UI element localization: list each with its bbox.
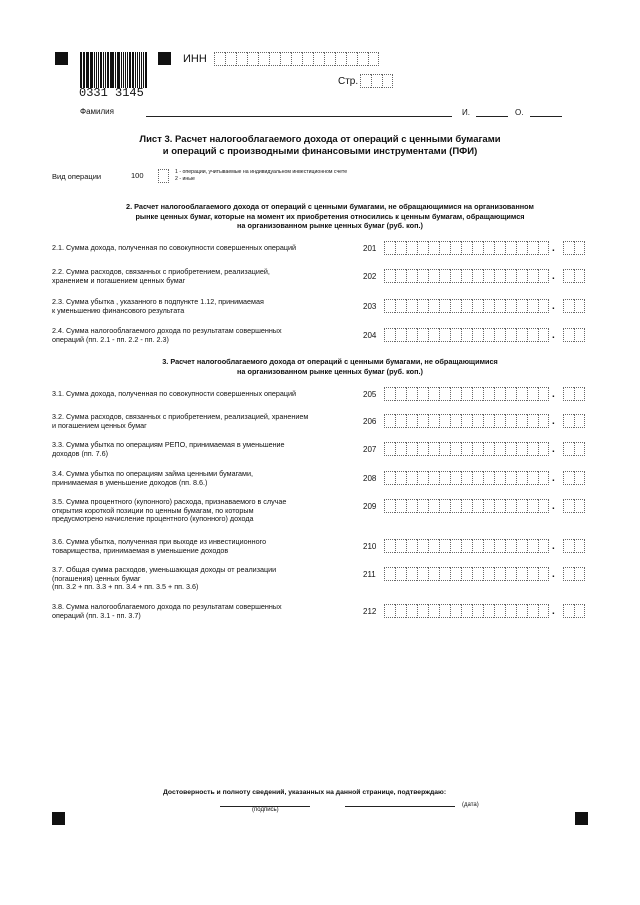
row-label-212: 3.8. Сумма налогооблагаемого дохода по результатам совершенных операций (пп. 3.1 - пп. 3.7) [52, 602, 282, 620]
row-label-204: 2.4. Сумма налогооблагаемого дохода по результатам совершенных операций (пп. 2.1 - пп. 2.2 - пп. 2.3) [52, 326, 282, 344]
row-label-203: 2.3. Сумма убытка , указанного в подпункте 1.12, принимаемая к уменьшению финансового результата [52, 297, 264, 315]
decimal-point: . [552, 606, 555, 617]
surname-label: Фамилия [80, 107, 114, 116]
amount-field-206[interactable] [384, 414, 549, 428]
surname-field[interactable] [146, 116, 452, 117]
amount-field-211[interactable] [384, 567, 549, 581]
row-code-211: 211 [363, 570, 376, 579]
decimal-point: . [552, 416, 555, 427]
row-label-205: 3.1. Сумма дохода, полученная по совокупности совершенных операций [52, 389, 297, 398]
row-code-206: 206 [363, 417, 377, 426]
barcode-number: 0331 3145 [79, 86, 144, 100]
initial-i-label: И. [462, 108, 470, 117]
amount-field-209[interactable] [384, 499, 549, 513]
kopeck-field-207[interactable] [563, 442, 585, 456]
row-label-208: 3.4. Сумма убытка по операциям займа ценными бумагами, принимаемая в уменьшение доходов (пп. 8.6.) [52, 469, 254, 487]
inn-label: ИНН [183, 53, 207, 65]
row-label-209: 3.5. Сумма процентного (купонного) расхода, признаваемого в случае открытия короткой позиции по ценным бумагам, по которым предусмотрено начисление процентного (купонного) дохода [52, 497, 287, 524]
corner-marker-bottom-right [575, 812, 588, 825]
row-label-207: 3.3. Сумма убытка по операциям РЕПО, принимаемая в уменьшение доходов (пп. 7.6) [52, 440, 285, 458]
amount-field-210[interactable] [384, 539, 549, 553]
corner-marker-top-left [55, 52, 68, 65]
inn-field[interactable] [214, 52, 379, 66]
amount-field-205[interactable] [384, 387, 549, 401]
row-code-203: 203 [363, 302, 377, 311]
corner-marker-bottom-left [52, 812, 65, 825]
decimal-point: . [552, 389, 555, 400]
decimal-point: . [552, 473, 555, 484]
amount-field-204[interactable] [384, 328, 549, 342]
row-label-201: 2.1. Сумма дохода, полученная по совокупности совершенных операций [52, 243, 297, 252]
kopeck-field-211[interactable] [563, 567, 585, 581]
decimal-point: . [552, 271, 555, 282]
section2-title: 2. Расчет налогооблагаемого дохода от операций с ценными бумагами, не обращающимися на организованном рынке ценных бумаг, которые на момент их приобретения относились к ценным бумагам, обращающимся на организованном рынке ценных бумаг (руб. коп.) [126, 202, 534, 230]
corner-marker-top-right [158, 52, 171, 65]
row-code-210: 210 [363, 542, 377, 551]
kopeck-field-201[interactable] [563, 241, 585, 255]
section3-title: 3. Расчет налогооблагаемого дохода от операций с ценными бумагами, не обращающимися на организованном рынке ценных бумаг (руб. коп.) [162, 357, 498, 376]
decimal-point: . [552, 330, 555, 341]
initial-o-label: О. [515, 108, 524, 117]
operation-option-2: 2 - иные [175, 176, 195, 182]
kopeck-field-204[interactable] [563, 328, 585, 342]
row-label-206: 3.2. Сумма расходов, связанных с приобретением, реализацией, хранением и погашением ценных бумаг [52, 412, 309, 430]
decimal-point: . [552, 301, 555, 312]
decimal-point: . [552, 444, 555, 455]
signature-label: (подпись) [252, 807, 279, 813]
operation-type-label: Вид операции [52, 172, 102, 181]
kopeck-field-212[interactable] [563, 604, 585, 618]
row-code-212: 212 [363, 607, 377, 616]
row-code-202: 202 [363, 272, 377, 281]
row-code-208: 208 [363, 474, 377, 483]
kopeck-field-205[interactable] [563, 387, 585, 401]
amount-field-207[interactable] [384, 442, 549, 456]
date-label: (дата) [462, 802, 479, 808]
row-label-210: 3.6. Сумма убытка, полученная при выходе из инвестиционного товарищества, принимаемая в уменьшение доходов [52, 537, 267, 555]
amount-field-203[interactable] [384, 299, 549, 313]
row-code-207: 207 [363, 445, 377, 454]
row-code-209: 209 [363, 502, 377, 511]
page-number-field[interactable] [360, 74, 393, 88]
row-label-211: 3.7. Общая сумма расходов, уменьшающая доходы от реализации (погашения) ценных бумаг (пп. 3.2 + пп. 3.3 + пп. 3.4 + пп. 3.5 + пп. 3.6) [52, 565, 277, 592]
kopeck-field-208[interactable] [563, 471, 585, 485]
date-field[interactable] [345, 806, 455, 807]
amount-field-202[interactable] [384, 269, 549, 283]
kopeck-field-210[interactable] [563, 539, 585, 553]
decimal-point: . [552, 243, 555, 254]
page-label: Стр. [338, 76, 359, 87]
amount-field-201[interactable] [384, 241, 549, 255]
row-code-201: 201 [363, 244, 377, 253]
amount-field-208[interactable] [384, 471, 549, 485]
operation-type-field[interactable] [158, 169, 169, 183]
confirmation-text: Достоверность и полноту сведений, указанных на данной странице, подтверждаю: [163, 789, 447, 796]
decimal-point: . [552, 541, 555, 552]
amount-field-212[interactable] [384, 604, 549, 618]
operation-option-1: 1 - операции, учитываемые на индивидуальном инвестиционном счете [175, 169, 348, 175]
row-label-202: 2.2. Сумма расходов, связанных с приобретением, реализацией, хранением и погашением ценных бумаг [52, 267, 270, 285]
kopeck-field-202[interactable] [563, 269, 585, 283]
row-code-204: 204 [363, 331, 377, 340]
row-code-205: 205 [363, 390, 377, 399]
kopeck-field-203[interactable] [563, 299, 585, 313]
sheet-title-line1: Лист 3. Расчет налогооблагаемого дохода от операций с ценными бумагами [139, 134, 501, 145]
initial-o-field[interactable] [530, 116, 562, 117]
kopeck-field-209[interactable] [563, 499, 585, 513]
operation-type-code: 100 [131, 171, 144, 180]
kopeck-field-206[interactable] [563, 414, 585, 428]
decimal-point: . [552, 569, 555, 580]
initial-i-field[interactable] [476, 116, 508, 117]
barcode [80, 52, 148, 88]
sheet-title-line2: и операций с производными финансовыми инструментами (ПФИ) [162, 146, 478, 157]
decimal-point: . [552, 501, 555, 512]
